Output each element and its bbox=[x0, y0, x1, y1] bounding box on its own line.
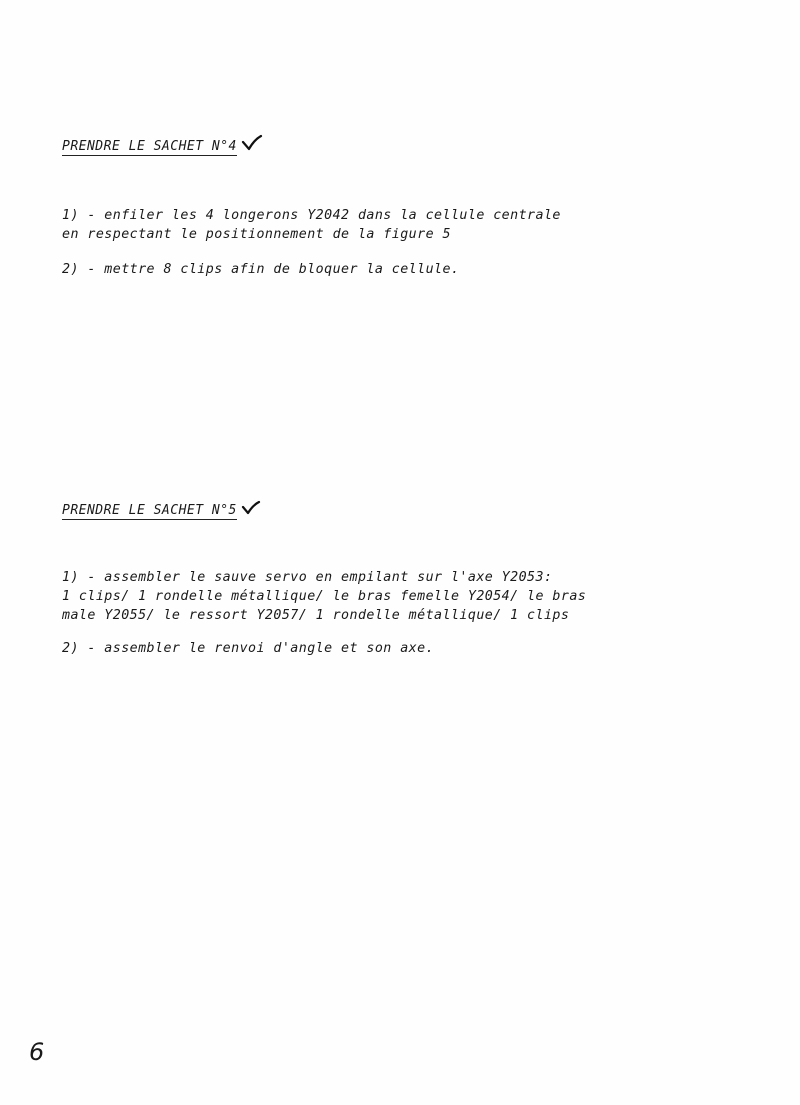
step-1 bbox=[62, 568, 762, 625]
step-1 bbox=[62, 206, 762, 244]
page-number: 6 bbox=[29, 1038, 45, 1066]
section-heading: PRENDRE LE SACHET N°5 bbox=[62, 503, 237, 518]
section-sachet-4 bbox=[62, 130, 762, 279]
step-line: en respectant le positionnement de la figure 5 bbox=[62, 227, 451, 242]
checkmark-icon bbox=[241, 134, 263, 152]
step-line: male Y2055/ le ressort Y2057/ 1 rondelle métallique/ 1 clips bbox=[62, 608, 570, 623]
checkmark-icon bbox=[241, 500, 261, 516]
step-line: 2) - mettre 8 clips afin de bloquer la cellule. bbox=[62, 262, 460, 277]
step-line: 1) - enfiler les 4 longerons Y2042 dans la cellule centrale bbox=[62, 208, 561, 223]
section-heading-row bbox=[62, 130, 762, 156]
step-line: 1) - assembler le sauve servo en empilant sur l'axe Y2053: bbox=[62, 570, 553, 585]
section-sachet-5 bbox=[62, 494, 762, 658]
section-heading: PRENDRE LE SACHET N°4 bbox=[62, 139, 237, 154]
step-2 bbox=[62, 639, 762, 658]
section-heading-row bbox=[62, 494, 762, 520]
step-2 bbox=[62, 260, 762, 279]
step-line: 2) - assembler le renvoi d'angle et son axe. bbox=[62, 641, 435, 656]
step-line: 1 clips/ 1 rondelle métallique/ le bras femelle Y2054/ le bras bbox=[62, 589, 587, 604]
